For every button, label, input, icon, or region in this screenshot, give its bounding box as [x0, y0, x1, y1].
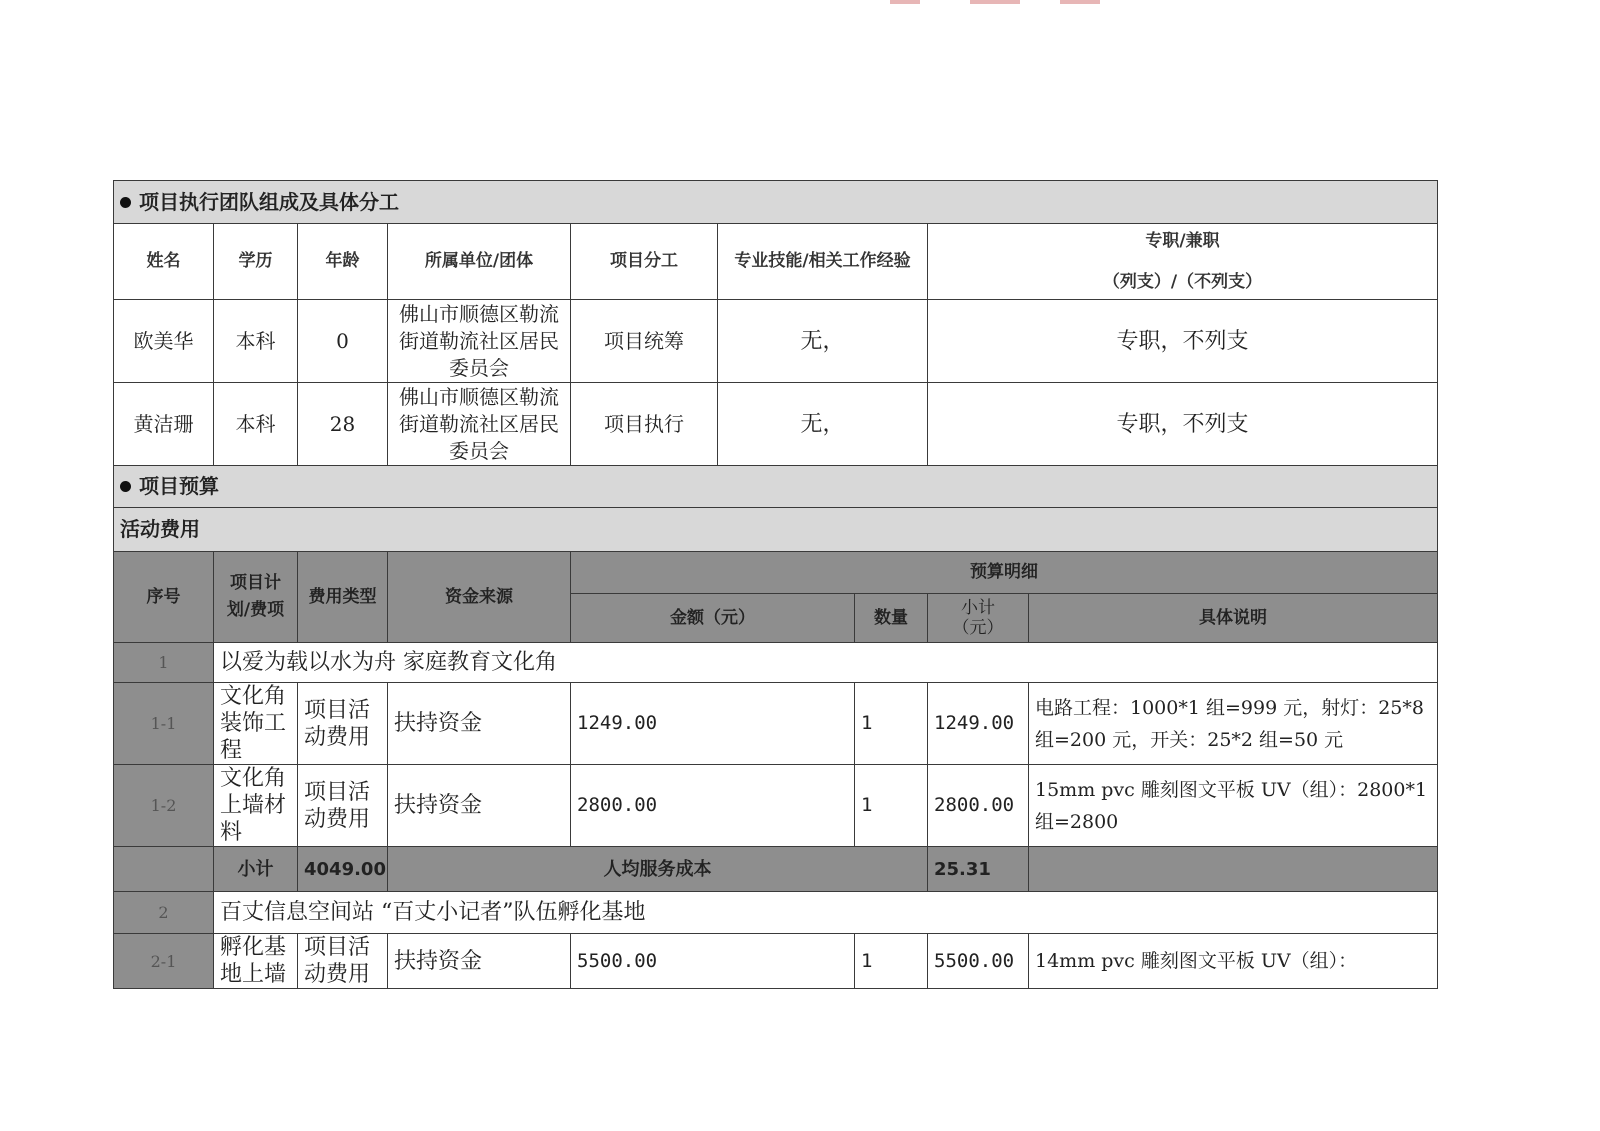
team-section-row	[114, 181, 1438, 224]
budget-section-title	[114, 466, 1438, 508]
header-education: 学历	[214, 224, 298, 300]
group-title: 以爱为载以水为舟 家庭教育文化角	[214, 643, 1438, 683]
table-row	[114, 300, 1438, 383]
member-age: 28	[298, 383, 388, 466]
group-seq: 1	[114, 643, 214, 683]
table-row	[114, 765, 1438, 847]
header-unit: 所属单位/团体	[388, 224, 571, 300]
item-source: 扶持资金	[388, 765, 571, 847]
item-desc: 15mm pvc 雕刻图文平板 UV（组）：2800*1 组=2800	[1029, 765, 1438, 847]
item-seq: 1-2	[114, 765, 214, 847]
group-seq: 2	[114, 892, 214, 934]
member-skills: 无，	[718, 300, 928, 383]
group-row	[114, 643, 1438, 683]
header-role: 项目分工	[571, 224, 718, 300]
bullet-icon	[120, 197, 131, 208]
project-table	[113, 180, 1438, 989]
header-type: 费用类型	[298, 552, 388, 643]
item-plan: 孵化基地上墙	[214, 934, 298, 989]
activity-cost-row	[114, 508, 1438, 552]
table-row	[114, 934, 1438, 989]
item-subtotal: 5500.00	[928, 934, 1029, 989]
header-desc: 具体说明	[1029, 594, 1438, 643]
header-subtotal-line1: 小计	[961, 598, 995, 618]
team-section-text: 项目执行团队组成及具体分工	[139, 189, 399, 214]
header-fulltime-line2: （列支）/（不列支）	[1102, 271, 1263, 292]
item-type: 项目活动费用	[298, 683, 388, 765]
item-qty: 1	[855, 934, 928, 989]
item-amount: 1249.00	[571, 683, 855, 765]
team-header-row	[114, 224, 1438, 300]
group-title: 百丈信息空间站 “百丈小记者”队伍孵化基地	[214, 892, 1438, 934]
team-section-title	[114, 181, 1438, 224]
subtotal-row	[114, 847, 1438, 892]
header-seq: 序号	[114, 552, 214, 643]
header-subtotal	[928, 594, 1029, 643]
header-qty: 数量	[855, 594, 928, 643]
member-education: 本科	[214, 383, 298, 466]
member-role: 项目统筹	[571, 300, 718, 383]
item-desc: 电路工程：1000*1 组=999 元，射灯：25*8 组=200 元，开关：25*2 组=50 元	[1029, 683, 1438, 765]
member-fulltime: 专职，不列支	[928, 300, 1438, 383]
budget-section-text: 项目预算	[139, 474, 219, 498]
item-qty: 1	[855, 765, 928, 847]
item-amount: 5500.00	[571, 934, 855, 989]
item-amount: 2800.00	[571, 765, 855, 847]
per-capita-label: 人均服务成本	[388, 847, 928, 892]
header-skills: 专业技能/相关工作经验	[718, 224, 928, 300]
subtotal-value: 4049.00	[298, 847, 388, 892]
member-education: 本科	[214, 300, 298, 383]
member-unit: 佛山市顺德区勒流街道勒流社区居民委员会	[388, 383, 571, 466]
item-qty: 1	[855, 683, 928, 765]
item-subtotal: 2800.00	[928, 765, 1029, 847]
member-fulltime: 专职，不列支	[928, 383, 1438, 466]
table-row	[114, 683, 1438, 765]
header-source: 资金来源	[388, 552, 571, 643]
member-unit: 佛山市顺德区勒流街道勒流社区居民委员会	[388, 300, 571, 383]
per-capita-value: 25.31	[928, 847, 1029, 892]
header-amount: 金额（元）	[571, 594, 855, 643]
item-plan: 文化角上墙材料	[214, 765, 298, 847]
header-subtotal-line2: （元）	[952, 618, 1004, 638]
header-fulltime	[928, 224, 1438, 300]
subtotal-blank	[1029, 847, 1438, 892]
budget-section-row	[114, 466, 1438, 508]
member-name: 黄洁珊	[114, 383, 214, 466]
scan-mark	[850, 0, 1130, 6]
table-row	[114, 383, 1438, 466]
item-seq: 1-1	[114, 683, 214, 765]
activity-cost-title: 活动费用	[114, 508, 1438, 552]
subtotal-label: 小计	[214, 847, 298, 892]
budget-header-row	[114, 552, 1438, 594]
bullet-icon	[120, 481, 131, 492]
item-plan: 文化角装饰工程	[214, 683, 298, 765]
member-age: 0	[298, 300, 388, 383]
member-name: 欧美华	[114, 300, 214, 383]
item-subtotal: 1249.00	[928, 683, 1029, 765]
item-source: 扶持资金	[388, 683, 571, 765]
header-name: 姓名	[114, 224, 214, 300]
header-age: 年龄	[298, 224, 388, 300]
item-source: 扶持资金	[388, 934, 571, 989]
item-desc: 14mm pvc 雕刻图文平板 UV（组）：	[1029, 934, 1438, 989]
item-seq: 2-1	[114, 934, 214, 989]
header-fulltime-line1: 专职/兼职	[1145, 230, 1220, 251]
subtotal-blank	[114, 847, 214, 892]
group-row	[114, 892, 1438, 934]
member-role: 项目执行	[571, 383, 718, 466]
header-plan: 项目计划/费项	[214, 552, 298, 643]
item-type: 项目活动费用	[298, 765, 388, 847]
member-skills: 无，	[718, 383, 928, 466]
item-type: 项目活动费用	[298, 934, 388, 989]
header-detail-group: 预算明细	[571, 552, 1438, 594]
